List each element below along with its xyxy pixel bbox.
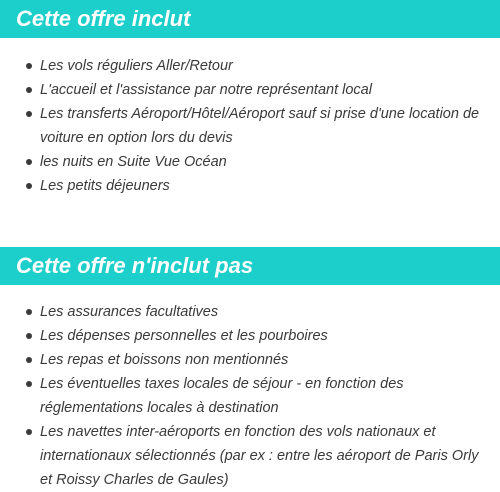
bullet-icon bbox=[26, 309, 32, 315]
excluded-section-title: Cette offre n'inclut pas bbox=[0, 247, 500, 285]
list-item bbox=[0, 324, 500, 348]
list-item-text: Les repas et boissons non mentionnés bbox=[40, 352, 289, 368]
bullet-icon bbox=[26, 357, 32, 363]
bullet-icon bbox=[26, 159, 32, 165]
list-item bbox=[0, 174, 500, 198]
bullet-icon bbox=[26, 183, 32, 189]
list-item bbox=[0, 372, 500, 420]
bullet-icon bbox=[26, 87, 32, 93]
list-item-text: Les assurances facultatives bbox=[40, 304, 219, 320]
list-item bbox=[0, 54, 500, 78]
list-item-text: Les petits déjeuners bbox=[40, 178, 170, 194]
included-section-title: Cette offre inclut bbox=[0, 0, 500, 38]
list-item-text: Les éventuelles taxes locales de séjour - en fonction des réglementations locales à destination bbox=[40, 376, 404, 416]
excluded-list bbox=[0, 300, 500, 492]
bullet-icon bbox=[26, 333, 32, 339]
list-item bbox=[0, 150, 500, 174]
included-list bbox=[0, 54, 500, 198]
bullet-icon bbox=[26, 63, 32, 69]
list-item bbox=[0, 300, 500, 324]
list-item bbox=[0, 78, 500, 102]
list-item bbox=[0, 102, 500, 150]
list-item-text: Les navettes inter-aéroports en fonction des vols nationaux et internationaux sélectionnés (par ex : entre les aéroport de Paris Orly et Roissy Charles de Gaules) bbox=[40, 424, 479, 488]
list-item-text: L'accueil et l'assistance par notre représentant local bbox=[40, 82, 372, 98]
bullet-icon bbox=[26, 111, 32, 117]
list-item bbox=[0, 420, 500, 492]
list-item-text: Les vols réguliers Aller/Retour bbox=[40, 58, 233, 74]
list-item-text: les nuits en Suite Vue Océan bbox=[40, 154, 227, 170]
list-item-text: Les transferts Aéroport/Hôtel/Aéroport sauf si prise d'une location de voiture en option lors du devis bbox=[40, 106, 480, 146]
list-item bbox=[0, 348, 500, 372]
bullet-icon bbox=[26, 381, 32, 387]
list-item-text: Les dépenses personnelles et les pourboires bbox=[40, 328, 328, 344]
bullet-icon bbox=[26, 429, 32, 435]
